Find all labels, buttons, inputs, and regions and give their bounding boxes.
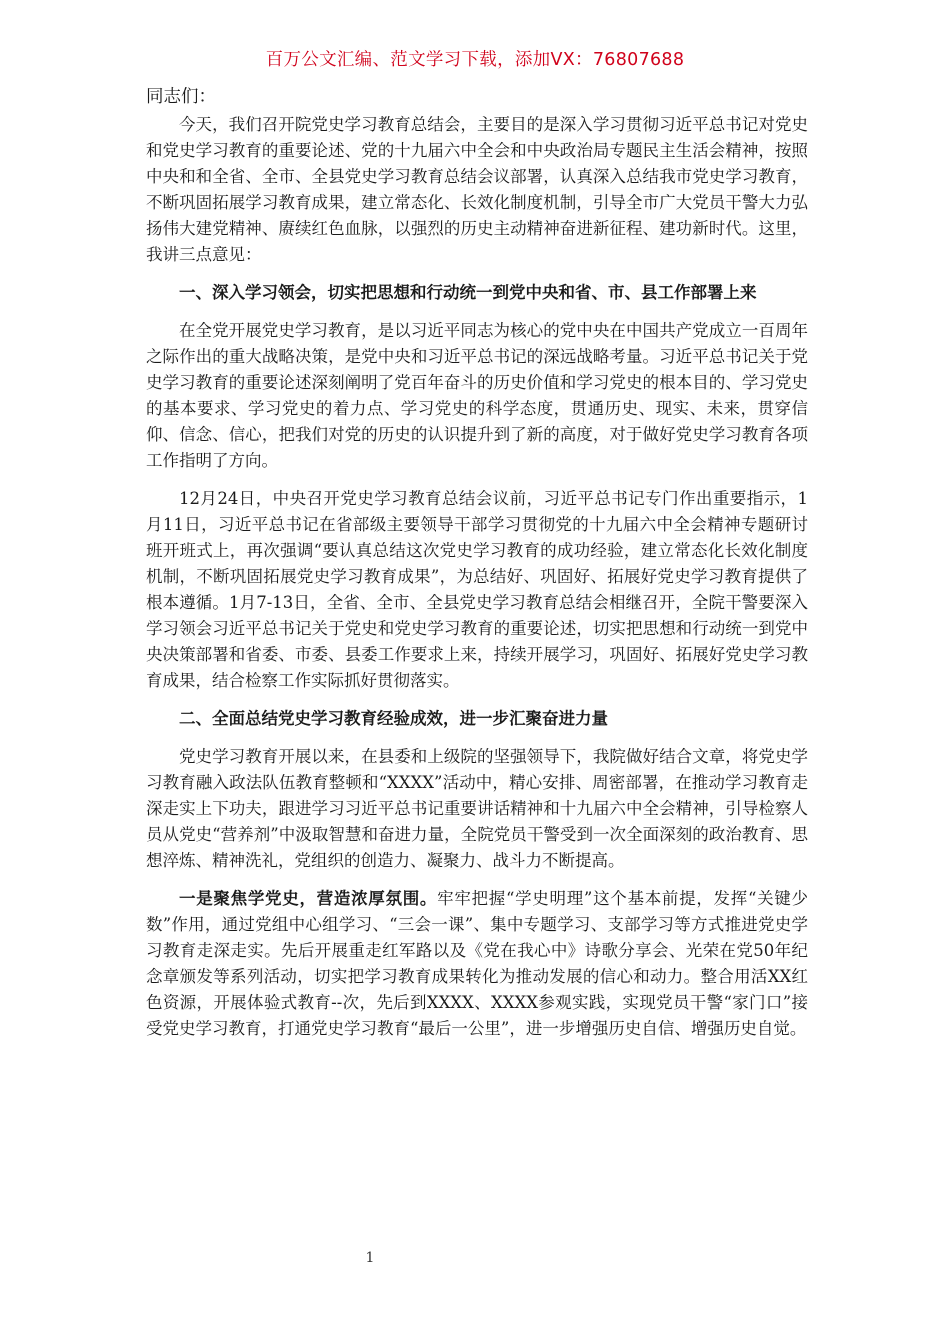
section-2-point-1 xyxy=(146,886,808,1042)
page-number: 1 xyxy=(365,1250,375,1266)
section-2-paragraph-1: 党史学习教育开展以来，在县委和上级院的坚强领导下，我院做好结合文章，将党史学习教育融入政法队伍教育整顿和“XXXX”活动中，精心安排、周密部署，在推动学习教育走深走实上下功夫，跟进学习习近平总书记重要讲话精神和十九届六中全会精神，引导检察人员从党史“营养剂”中汲取智慧和奋进力量，全院党员干警受到一次全面深刻的政治教育、思想淬炼、精神洗礼，党组织的创造力、凝聚力、战斗力不断提高。 xyxy=(146,747,808,870)
section-1-heading: 一、深入学习领会，切实把思想和行动统一到党中央和省、市、县工作部署上来 xyxy=(179,283,757,302)
point-1-text: 牢牢把握“学史明理”这个基本前提，发挥“关键少数”作用，通过党组中心组学习、“三会一课”、集中专题学习、支部学习等方式推进党史学习教育走深走实。先后开展重走红军路以及《党在我心中》诗歌分享会、光荣在党50年纪念章颁发等系列活动，切实把学习教育成果转化为推动发展的信心和动力。整合用活XX红色资源，开展体验式教育--次，先后到XXXX、XXXX参观实践，实现党员干警“家门口”接受党史学习教育，打通党史学习教育“最后一公里”，进一步增强历史自信、增强历史自觉。 xyxy=(146,889,809,1038)
salutation: 同志们： xyxy=(146,87,216,107)
point-1-lead: 一是聚焦学党史，营造浓厚氛围。 xyxy=(179,889,438,908)
intro-paragraph: 今天，我们召开院党史学习教育总结会，主要目的是深入学习贯彻习近平总书记对党史和党史学习教育的重要论述、党的十九届六中全会和中央政治局专题民主生活会精神，按照中央和和全省、全市、全县党史学习教育总结会议部署，认真深入总结我市党史学习教育，不断巩固拓展学习教育成果，建立常态化、长效化制度机制，引导全市广大党员干警大力弘扬伟大建党精神、赓续红色血脉，以强烈的历史主动精神奋进新征程、建功新时代。这里，我讲三点意见： xyxy=(146,115,808,264)
section-2-heading: 二、全面总结党史学习教育经验成效，进一步汇聚奋进力量 xyxy=(179,709,608,728)
document-body xyxy=(146,84,808,1054)
section-1-paragraph-2: 12月24日，中央召开党史学习教育总结会议前，习近平总书记专门作出重要指示，1月11日，习近平总书记在省部级主要领导干部学习贯彻党的十九届六中全会精神专题研讨班开班式上，再次强调“要认真总结这次党史学习教育的成功经验，建立常态化长效化制度机制，不断巩固拓展党史学习教育成果”，为总结好、巩固好、拓展好党史学习教育提供了根本遵循。1月7-13日，全省、全市、全县党史学习教育总结会相继召开，全院干警要深入学习领会习近平总书记关于党史和党史学习教育的重要论述，切实把思想和行动统一到党中央决策部署和省委、市委、县委工作要求上来，持续开展学习，巩固好、拓展好党史学习教育成果，结合检察工作实际抓好贯彻落实。 xyxy=(146,489,808,690)
watermark-banner: 百万公文汇编、范文学习下载，添加VX：76807688 xyxy=(265,50,685,70)
section-1-paragraph-1: 在全党开展党史学习教育，是以习近平同志为核心的党中央在中国共产党成立一百周年之际作出的重大战略决策，是党中央和习近平总书记的深远战略考量。习近平总书记关于党史学习教育的重要论述深刻阐明了党百年奋斗的历史价值和学习党史的根本目的、学习党史的基本要求、学习党史的着力点、学习党史的科学态度，贯通历史、现实、未来，贯穿信仰、信念、信心，把我们对党的历史的认识提升到了新的高度，对于做好党史学习教育各项工作指明了方向。 xyxy=(146,321,808,470)
